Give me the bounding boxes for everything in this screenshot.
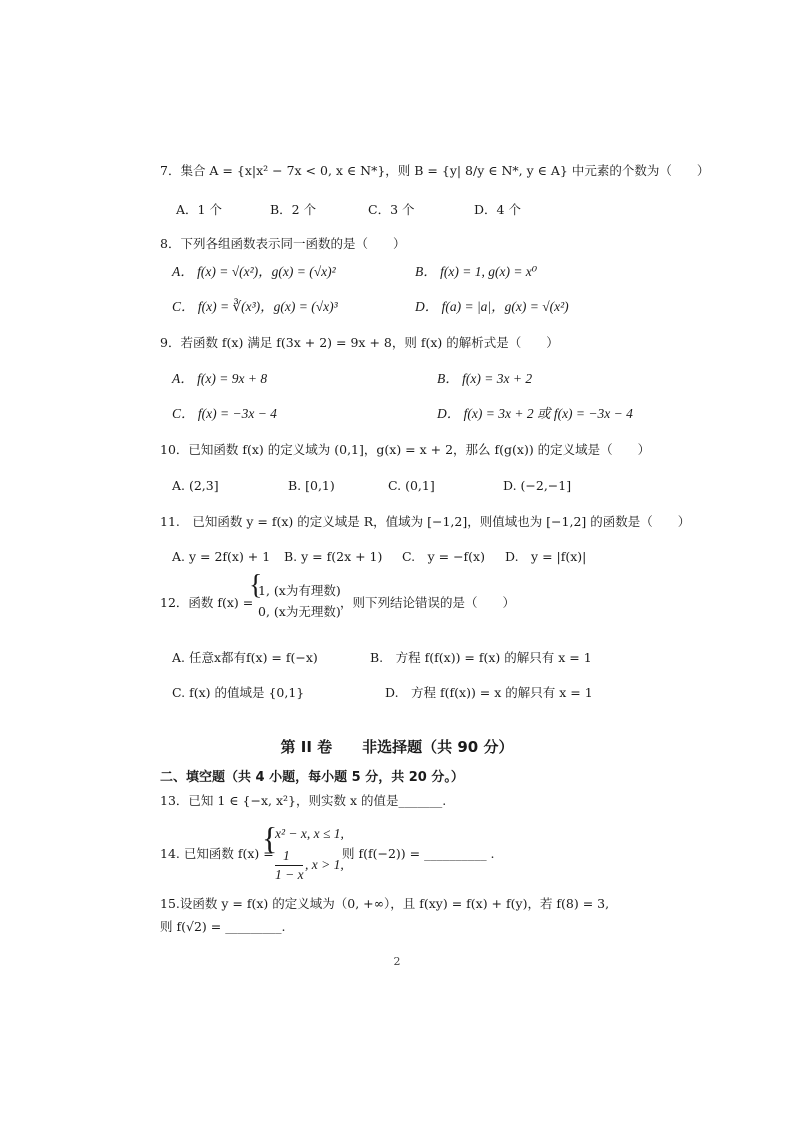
question-12-option-b: B. 方程 f(f(x)) = f(x) 的解只有 x = 1 [370,650,592,665]
question-8-stem: 8．下列各组函数表示同一函数的是（ ） [160,236,406,251]
question-7-stem: 7．集合 A = {x|x² − 7x < 0, x ∈ N*}，则 B = {y| 8/y ∈ N*, y ∈ A} 中元素的个数为（ ） [160,163,710,178]
question-12-case-2: 0, (x为无理数) [258,604,341,619]
question-12-brace: { [249,570,263,601]
question-7-option-b: B．2 个 [270,202,317,217]
question-12-option-a: A. 任意x都有f(x) = f(−x) [172,650,318,665]
question-10-stem: 10．已知函数 f(x) 的定义域为 (0,1]，g(x) = x + 2，那么 f(g(x)) 的定义域是（ ） [160,442,651,457]
question-9-option-a: A． f(x) = 9x + 8 [172,371,268,386]
question-11-stem: 11. 已知函数 y = f(x) 的定义域是 R，值域为 [−1,2]，则值域也为 [−1,2] 的函数是（ ） [160,514,691,529]
question-12-prefix: 12．函数 f(x) = [160,595,254,610]
part-2-title: 第 II 卷 非选择题（共 90 分） [280,738,514,756]
question-10-option-d: D. (−2,−1] [503,478,572,493]
question-9-option-b: B． f(x) = 3x + 2 [437,371,533,386]
question-13: 13．已知 1 ∈ {−x, x²}，则实数 x 的值是_______. [160,793,447,808]
fill-in-section-heading: 二、填空题（共 4 小题，每小题 5 分，共 20 分。） [160,770,464,785]
question-8-option-b: B． f(x) = 1, g(x) = x⁰ [415,264,538,279]
question-7-option-a: A．1 个 [176,202,222,217]
question-14-case-2-denominator: 1 − x [275,867,304,882]
question-12-option-c: C. f(x) 的值域是 {0,1} [172,685,305,700]
question-10-option-c: C. (0,1] [388,478,435,493]
question-11-option-d: D. y = |f(x)| [505,549,587,564]
question-10-option-b: B. [0,1) [288,478,335,493]
question-7-option-d: D．4 个 [474,202,521,217]
question-15-line-1: 15.设函数 y = f(x) 的定义域为（0, +∞），且 f(xy) = f(x) + f(y)，若 f(8) = 3, [160,896,610,911]
page-number: 2 [393,955,401,968]
question-9-stem: 9．若函数 f(x) 满足 f(3x + 2) = 9x + 8，则 f(x) 的解析式是（ ） [160,335,559,350]
question-8-option-d: D． f(a) = |a|，g(x) = √(x²) [415,299,569,314]
question-10-option-a: A. (2,3] [172,478,219,493]
question-12-case-1: 1, (x为有理数) [258,583,341,598]
question-8-option-c: C． f(x) = ∛(x³)，g(x) = (√x)³ [172,299,338,314]
question-14-case-1: x² − x, x ≤ 1, [275,826,344,841]
question-11-option-b: B. y = f(2x + 1) [284,549,383,564]
question-14-fraction-bar [275,865,303,866]
question-15-line-2: 则 f(√2) = _________. [160,919,286,934]
question-9-option-c: C． f(x) = −3x − 4 [172,406,277,421]
question-8-option-a: A． f(x) = √(x²)，g(x) = (√x)² [172,264,336,279]
question-14-case-2-numerator: 1 [283,848,290,863]
question-7-option-c: C．3 个 [368,202,415,217]
question-12-option-d: D. 方程 f(f(x)) = x 的解只有 x = 1 [385,685,593,700]
question-11-option-c: C. y = −f(x) [402,549,485,564]
question-11-option-a: A. y = 2f(x) + 1 [172,549,271,564]
question-14-case-2-condition: , x > 1, [305,857,344,872]
question-14-prefix: 14. 已知函数 f(x) = [160,846,274,861]
question-9-option-d: D． f(x) = 3x + 2 或 f(x) = −3x − 4 [437,406,633,421]
question-14-suffix: 则 f(f(−2)) = __________ . [342,846,495,861]
question-14-brace: { [262,820,278,856]
question-12-suffix: ，则下列结论错误的是（ ） [340,595,516,610]
